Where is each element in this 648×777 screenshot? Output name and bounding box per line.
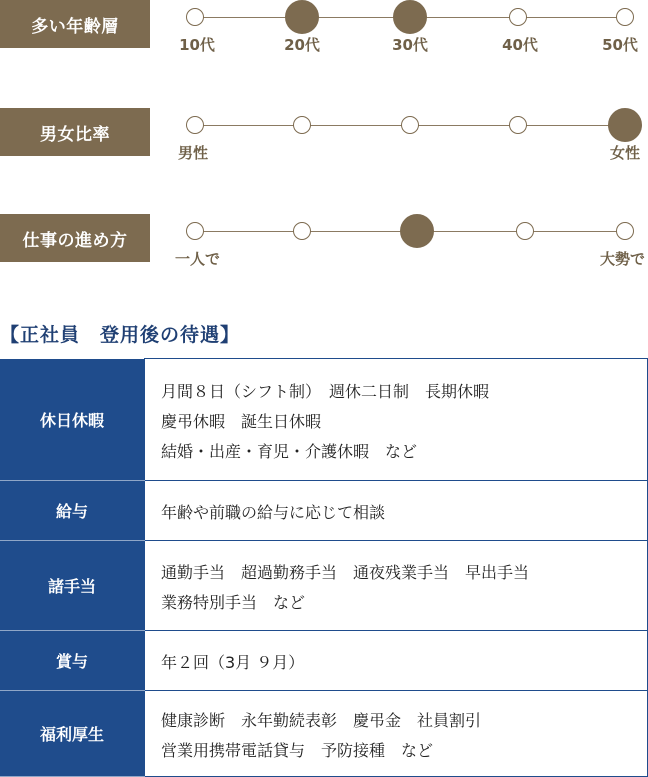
gender-dot-5: [608, 108, 642, 142]
gender-ratio-scale: [0, 108, 648, 172]
gender-dot-1: [186, 116, 204, 134]
age-tick-30s: 30代: [392, 36, 428, 54]
welfare-line-2: 営業用携帯電話貸与 予防接種 など: [161, 740, 434, 760]
gender-left-label: 男性: [178, 144, 209, 162]
age-dot-20s: [285, 0, 319, 34]
row-content-allowances: [145, 541, 648, 631]
work-style-scale: [0, 214, 648, 278]
salary-line-1: 年齢や前職の給与に応じて相談: [161, 502, 386, 522]
gender-dot-3: [401, 116, 419, 134]
table-row: [0, 631, 648, 691]
row-header-holidays: 休日休暇: [0, 359, 145, 481]
work-dot-3: [400, 214, 434, 248]
row-content-salary: [145, 481, 648, 541]
age-scale-label: 多い年齢層: [0, 0, 150, 48]
welfare-line-1: 健康診断 永年勤続表彰 慶弔金 社員割引: [161, 710, 482, 730]
row-content-welfare: [145, 691, 648, 777]
holidays-line-1: 月間８日（シフト制） 週休二日制 長期休暇: [161, 381, 490, 401]
section-heading: 【正社員 登用後の待遇】: [0, 324, 241, 346]
work-dot-2: [293, 222, 311, 240]
table-row: [0, 541, 648, 631]
work-right-label: 大勢で: [599, 250, 645, 268]
allowances-line-1: 通勤手当 超過勤務手当 通夜残業手当 早出手当: [161, 562, 530, 582]
work-left-label: 一人で: [175, 250, 221, 268]
age-dot-30s: [393, 0, 427, 34]
work-dot-1: [186, 222, 204, 240]
age-tick-50s: 50代: [602, 36, 638, 54]
row-header-allowances: 諸手当: [0, 541, 145, 631]
row-content-bonus: [145, 631, 648, 691]
work-dot-4: [516, 222, 534, 240]
benefits-table: [0, 358, 648, 777]
age-tick-20s: 20代: [284, 36, 320, 54]
age-dot-10s: [186, 8, 204, 26]
gender-dot-2: [293, 116, 311, 134]
table-row: [0, 359, 648, 481]
holidays-line-2: 慶弔休暇 誕生日休暇: [161, 411, 322, 431]
age-tick-10s: 10代: [179, 36, 215, 54]
table-row: [0, 691, 648, 777]
gender-right-label: 女性: [609, 144, 640, 162]
row-header-welfare: 福利厚生: [0, 691, 145, 777]
work-dot-5: [616, 222, 634, 240]
row-header-salary: 給与: [0, 481, 145, 541]
age-dot-40s: [509, 8, 527, 26]
allowances-line-2: 業務特別手当 など: [161, 592, 306, 612]
row-header-bonus: 賞与: [0, 631, 145, 691]
holidays-line-3: 結婚・出産・育児・介護休暇 など: [161, 441, 418, 461]
age-scale: [0, 0, 648, 64]
bonus-line-1: 年２回（3月 ９月）: [161, 652, 305, 672]
age-tick-40s: 40代: [502, 36, 538, 54]
gender-ratio-label: 男女比率: [0, 108, 150, 156]
age-dot-50s: [616, 8, 634, 26]
gender-dot-4: [509, 116, 527, 134]
row-content-holidays: [145, 359, 648, 481]
table-row: [0, 481, 648, 541]
work-style-label: 仕事の進め方: [0, 214, 150, 262]
